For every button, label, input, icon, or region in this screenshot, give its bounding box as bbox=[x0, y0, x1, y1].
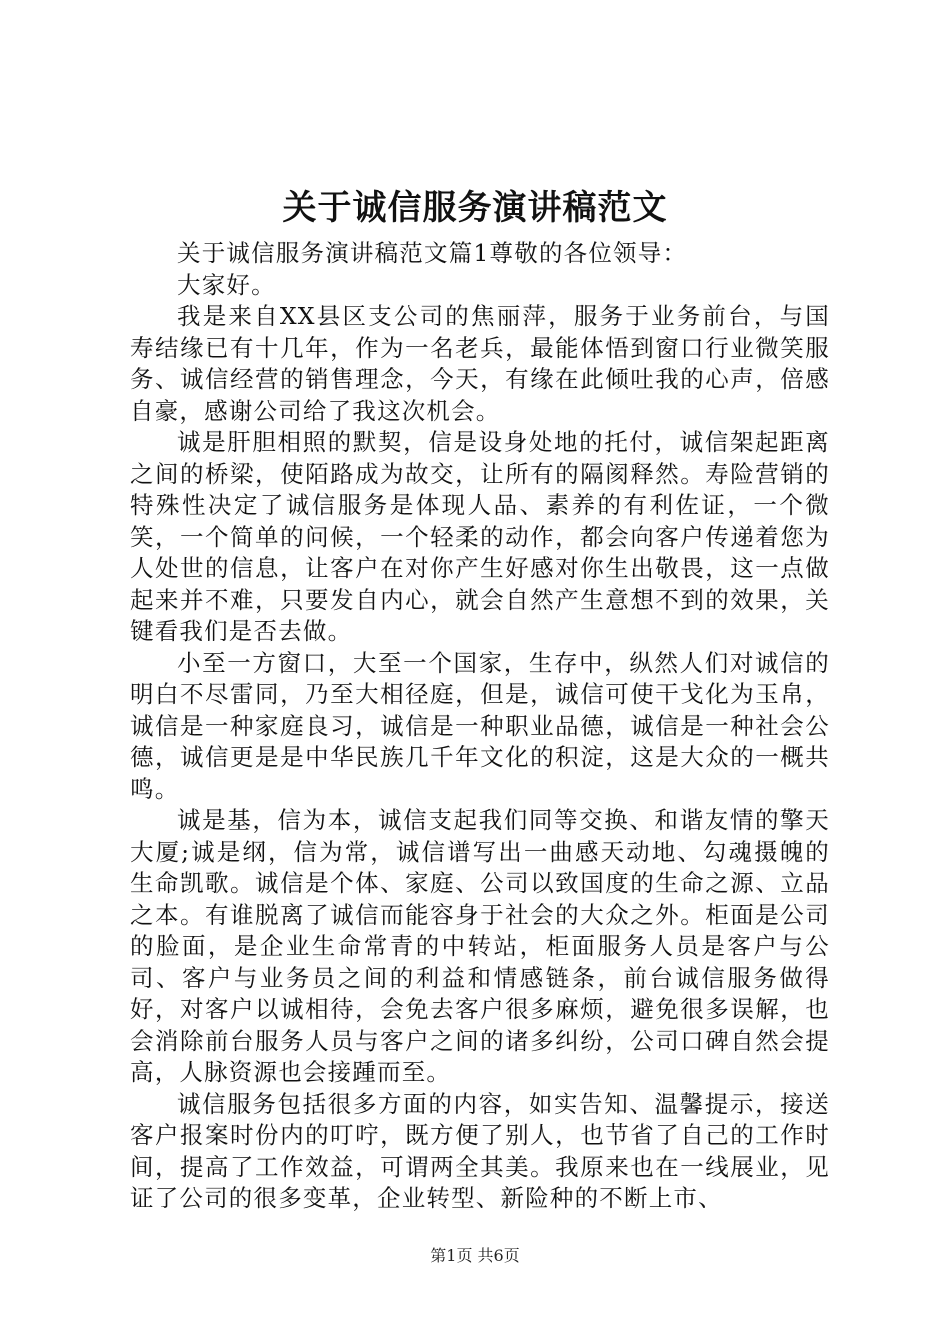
paragraph: 诚是肝胆相照的默契，信是设身处地的托付，诚信架起距离之间的桥梁，使陌路成为故交，让所有的隔阂释然。寿险营销的特殊性决定了诚信服务是体现人品、素养的有利佐证，一个微笑，一个简单的问候，一个轻柔的动作，都会向客户传递着您为人处世的信息，让客户在对你产生好感对你生出敬畏，这一点做起来并不难，只要发自内心，就会自然产生意想不到的效果，关键看我们是否去做。 bbox=[130, 428, 830, 645]
document-title: 关于诚信服务演讲稿范文 bbox=[282, 188, 668, 228]
document-body bbox=[130, 238, 830, 1215]
paragraph: 我是来自XX县区支公司的焦丽萍，服务于业务前台，与国寿结缘已有十几年，作为一名老兵，最能体悟到窗口行业微笑服务、诚信经营的销售理念，今天，有缘在此倾吐我的心声，倍感自豪，感谢公司给了我这次机会。 bbox=[130, 302, 830, 425]
paragraph: 小至一方窗口，大至一个国家，生存中，纵然人们对诚信的明白不尽雷同，乃至大相径庭，但是，诚信可使干戈化为玉帛，诚信是一种家庭良习，诚信是一种职业品德，诚信是一种社会公德，诚信更是是中华民族几千年文化的积淀，这是大众的一概共鸣。 bbox=[130, 648, 830, 803]
paragraph: 诚信服务包括很多方面的内容，如实告知、温馨提示，接送客户报案时份内的叮咛，既方便了别人，也节省了自己的工作时间，提高了工作效益，可谓两全其美。我原来也在一线展业，见证了公司的很多变革，企业转型、新险种的不断上市、 bbox=[130, 1089, 830, 1212]
paragraph-intro: 关于诚信服务演讲稿范文篇1尊敬的各位领导： bbox=[177, 239, 688, 267]
page-number-footer: 第1页 共6页 bbox=[430, 1246, 520, 1265]
paragraph: 诚是基，信为本，诚信支起我们同等交换、和谐友情的擎天大厦;诚是纲，信为常，诚信谱写出一曲感天动地、勾魂摄魄的生命凯歌。诚信是个体、家庭、公司以致国度的生命之源、立品之本。有谁脱离了诚信而能容身于社会的大众之外。柜面是公司的脸面，是企业生命常青的中转站，柜面服务人员是客户与公司、客户与业务员之间的利益和情感链条，前台诚信服务做得好，对客户以诚相待，会免去客户很多麻烦，避免很多误解，也会消除前台服务人员与客户之间的诸多纠纷，公司口碑自然会提高，人脉资源也会接踵而至。 bbox=[130, 806, 830, 1086]
paragraph-greeting: 大家好。 bbox=[177, 270, 276, 299]
